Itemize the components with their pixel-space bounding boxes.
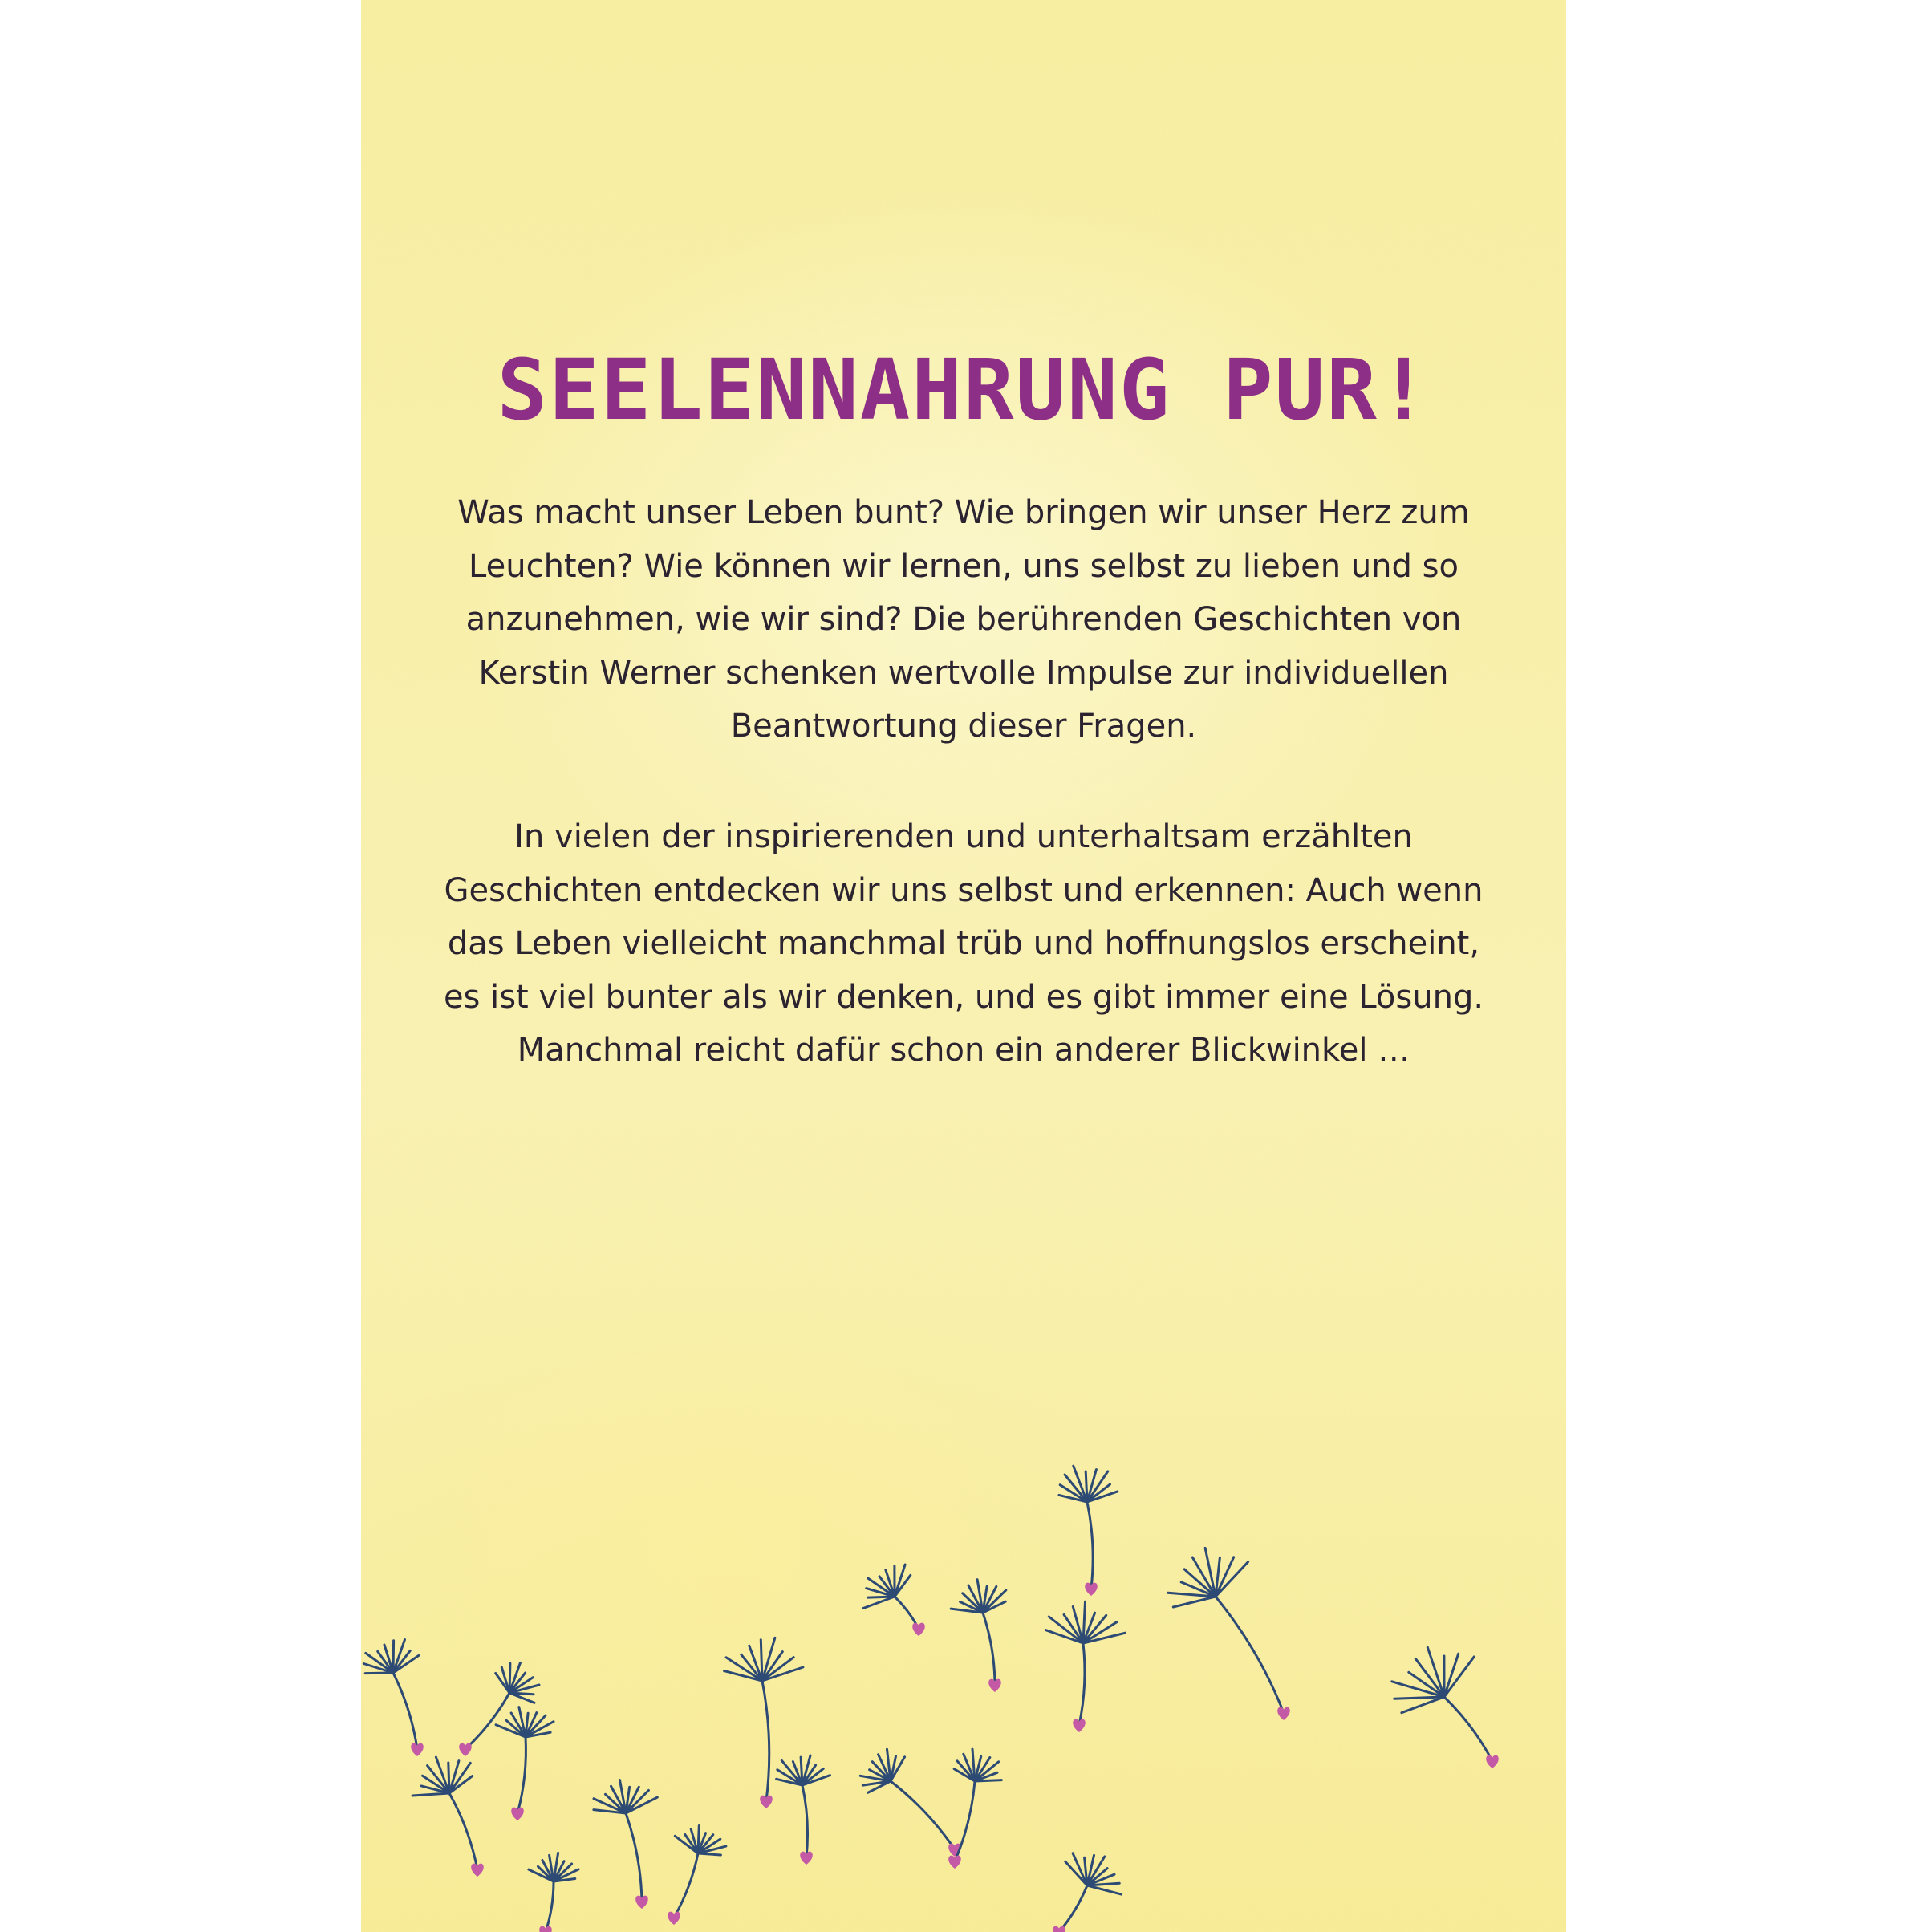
heart-icon	[539, 1926, 552, 1932]
description-paragraph-2	[441, 810, 1486, 1078]
heart-icon	[948, 1856, 961, 1869]
paragraph-line: Beantwortung dieser Fragen.	[730, 708, 1197, 745]
heart-icon	[668, 1912, 680, 1925]
dandelion-seeds-illustration	[361, 1428, 1566, 1932]
dandelion-seed	[668, 1826, 726, 1926]
dandelion-seed	[777, 1755, 830, 1865]
paragraph-line: Kerstin Werner schenken wertvolle Impulse zur individuellen	[478, 654, 1449, 692]
dandelion-seed	[1168, 1548, 1290, 1720]
dandelion-seed	[363, 1640, 423, 1757]
heart-icon	[912, 1623, 925, 1636]
dandelion-seed	[860, 1749, 961, 1857]
dandelion-seed	[1045, 1601, 1125, 1732]
dandelion-seed	[863, 1565, 925, 1636]
heart-icon	[459, 1743, 472, 1756]
dandelion-seed	[951, 1580, 1006, 1692]
paragraph-line: Manchmal reicht dafür schon ein anderer Blickwinkel …	[517, 1032, 1410, 1069]
heart-icon	[1486, 1755, 1499, 1768]
paragraph-line: In vielen der inspirierenden und unterhaltsam erzählten	[514, 818, 1413, 855]
dandelion-seed	[1059, 1466, 1118, 1596]
paragraph-line: Was macht unser Leben bunt? Wie bringen wir unser Herz zum	[457, 494, 1470, 531]
description-paragraph-1	[441, 486, 1486, 753]
dandelion-seed	[1392, 1647, 1499, 1768]
paragraph-line: Leuchten? Wie können wir lernen, uns selbst zu lieben und so	[469, 547, 1459, 585]
dandelion-seed	[496, 1707, 554, 1820]
dandelion-seed	[459, 1662, 539, 1756]
dandelion-seed	[412, 1757, 484, 1877]
book-back-cover	[361, 0, 1566, 1932]
dandelion-seed	[1053, 1853, 1121, 1932]
paragraph-line: Geschichten entdecken wir uns selbst und erkennen: Auch wenn	[444, 871, 1484, 909]
paragraph-line: es ist viel bunter als wir denken, und es gibt immer eine Lösung.	[443, 978, 1484, 1016]
paragraph-line: anzunehmen, wie wir sind? Die berührenden Geschichten von	[465, 601, 1462, 638]
heart-icon	[1277, 1707, 1290, 1720]
cover-title: SEELENNAHRUNG PUR!	[497, 341, 1431, 439]
dandelion-seed	[529, 1853, 578, 1932]
heart-icon	[1053, 1926, 1065, 1932]
dandelion-seed	[594, 1780, 657, 1910]
paragraph-line: das Leben vielleicht manchmal trüb und hoffnungslos erscheint,	[447, 925, 1480, 962]
